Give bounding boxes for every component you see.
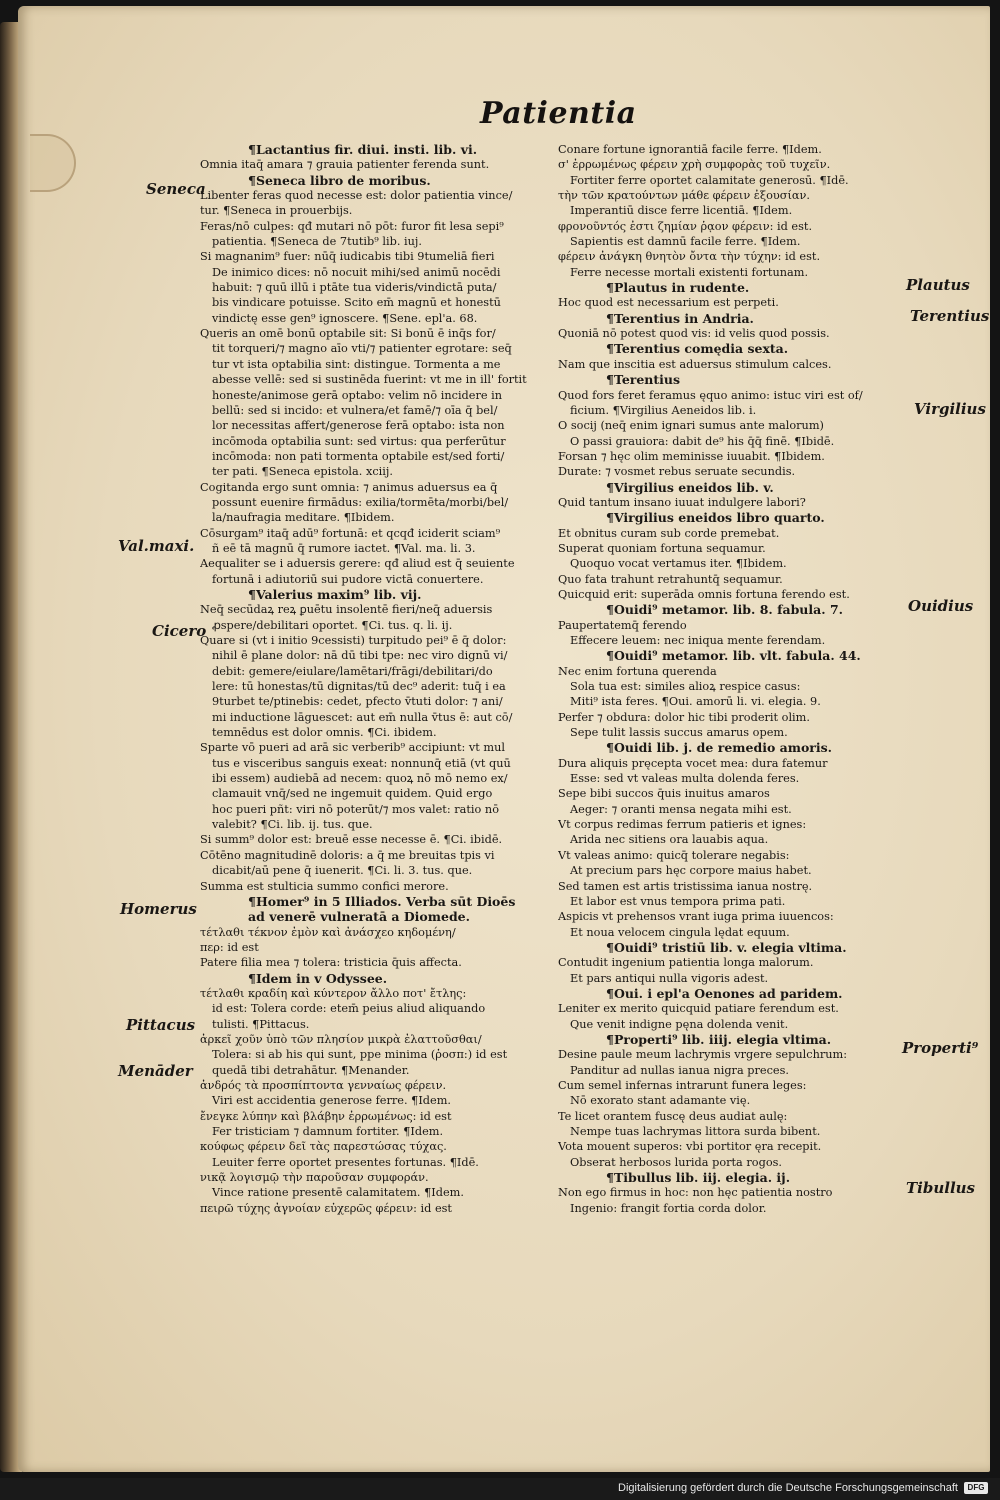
text-line: Perfer ⁊ obdura: dolor hic tibi proderit olim. [558, 710, 810, 724]
text-line: Aspicis vt prehensos vrant iuga prima iuuencos: [558, 910, 834, 924]
source-heading: ¶Tibullus lib. iij. elegia. ij. [606, 1170, 791, 1186]
margin-note-ouidius: Ouidius [908, 597, 974, 615]
text-line: At precium pars hęc corpore maius habet. [570, 864, 812, 878]
text-line: Si magnanim⁹ fuer: nūq̄ iudicabis tibi 9tumeliā fieri [200, 250, 495, 264]
text-line: Vt corpus redimas ferrum patieris et ignes: [558, 818, 807, 832]
text-line: lere: tū honestas/tū dignitas/tū dec⁹ aderit: tuq̄ i ea [212, 680, 506, 694]
text-line: Ferre necesse mortali existenti fortunam. [570, 265, 809, 279]
text-line: τέτλαθι τέκνον ἐμὸν καὶ ἀνάσχεο κηδομένη/ [200, 925, 456, 939]
text-line: Sparte vō pueri ad arā sic verberib⁹ accipiunt: vt mul [200, 741, 506, 755]
text-line: Cogitanda ergo sunt omnia: ⁊ animus aduersus ea q̄ [200, 480, 498, 494]
text-line: Durate: ⁊ vosmet rebus seruate secundis. [558, 465, 796, 479]
text-line: Fer tristiciam ⁊ damnum fortiter. ¶Idem. [212, 1125, 444, 1138]
text-line: Leniter ex merito quicquid patiare ferendum est. [558, 1002, 839, 1016]
text-line: Sapientis est damnū facile ferre. ¶Idem. [570, 235, 801, 249]
clasp-mark [30, 134, 76, 192]
text-line: πειρῶ τύχης ἀγνοίαν εὐχερῶς φέρειν: id est [200, 1201, 452, 1215]
text-line: Leuiter ferre oportet presentes fortunas. ¶Idē. [212, 1155, 479, 1169]
margin-note-tibullus: Tibullus [906, 1179, 976, 1197]
source-heading: ¶Oui. i epl'a Oenones ad paridem. [606, 985, 843, 1001]
source-heading: ad venerē vulneratā a Diomede. [248, 909, 470, 925]
text-line: tit torqueri/⁊ magno aīo vti/⁊ patienter egrotare: seq̄ [212, 342, 512, 356]
text-line: Summa est stulticia summo confici merore. [200, 879, 449, 893]
text-line: ἀρκεῖ χοῦν ὑπὸ τῶν πλησίον μικρὰ ἐλαττοῦσθαι/ [200, 1032, 482, 1046]
margin-note-properti: Properti⁹ [902, 1039, 979, 1057]
text-line: Quoniā nō potest quod vis: id velis quod possis. [558, 327, 830, 341]
footer-credit: Digitalisierung gefördert durch die Deutsche Forschungsgemeinschaft [618, 1482, 958, 1494]
text-line: possunt euenire firmādus: exilia/tormēta/morbi/bel/ [212, 495, 509, 509]
text-line: Quoquo vocat vertamus iter. ¶Ibidem. [570, 557, 787, 571]
margin-note-valmaxi: Val.maxi. [118, 537, 195, 555]
margin-note-terentius: Terentius [910, 307, 990, 325]
text-line: bis vindicare potuisse. Scito em̄ magnū et honestū [212, 296, 501, 310]
text-line: ter pati. ¶Seneca epistola. xciij. [212, 465, 393, 479]
text-line: Forsan ⁊ hęc olim meminisse iuuabit. ¶Ibidem. [558, 449, 825, 463]
source-heading: ¶Terentius [606, 372, 681, 388]
source-heading: ¶Ouidi⁹ tristiū lib. v. elegia vltima. [606, 939, 847, 955]
text-line: νικᾷ λογισμῷ τὴν παροῦσαν συμφοράν. [200, 1171, 429, 1185]
text-line: Esse: sed vt valeas multa dolenda feres. [570, 772, 800, 786]
text-line: habuit: ⁊ quū illū i ptāte tua videris/vindictā puta/ [212, 281, 497, 295]
text-line: Et pars antiqui nulla vigoris adest. [570, 971, 769, 985]
text-line: mi inductione lāguescet: aut em̄ nulla v̄tus ē: aut cō/ [212, 710, 513, 724]
text-line: Imperantiū disce ferre licentiā. ¶Idem. [570, 204, 793, 218]
text-line: Vota mouent superos: vbi portitor ęra recepit. [558, 1140, 822, 1154]
text-line: hoc pueri pñt: viri nō poterūt/⁊ mos valet: ratio nō [212, 802, 500, 816]
margin-note-plautus: Plautus [906, 276, 970, 294]
text-line: Quod fors feret feramus ęquo animo: istuc viri est of/ [558, 388, 863, 402]
source-heading: ¶Virgilius eneidos lib. v. [606, 479, 774, 495]
text-line: Arida nec sitiens ora lauabis aqua. [570, 833, 769, 847]
text-line: 9turbet te/ptinebis: cedet, pfecto v̄tuti dolor: ⁊ ani/ [212, 695, 503, 709]
margin-note-menander: Menāder [118, 1062, 193, 1080]
dfg-logo: DFG [964, 1482, 988, 1494]
text-line: Quo fata trahunt retrahuntq̄ sequamur. [558, 572, 783, 586]
page-title: Patientia [480, 96, 637, 131]
source-heading: ¶Seneca libro de moribus. [248, 172, 431, 188]
source-heading: ¶Properti⁹ lib. iiij. elegia vltima. [606, 1031, 832, 1047]
text-line: tur vt ista optabilia sint: distingue. Tormenta a me [212, 357, 501, 371]
text-line: φρονοῦντός ἐστι ζημίαν ῥᾳον φέρειν: id est. [558, 219, 813, 233]
text-line: Nec enim fortuna querenda [558, 664, 717, 678]
text-line: lor necessitas affert/generose ferā optabo: ista non [212, 419, 505, 433]
text-line: ꝓspere/debilitari oportet. ¶Ci. tus. q. li. ij. [212, 618, 453, 632]
text-line: Desine paule meum lachrymis vrgere sepulchrum: [558, 1048, 848, 1062]
margin-note-homerus: Homerus [120, 900, 197, 918]
text-line: id est: Tolera corde: etem̄ peius aliud aliquando [212, 1002, 486, 1016]
text-line: ficium. ¶Virgilius Aeneidos lib. i. [570, 403, 757, 417]
text-line: O socij (neq̄ enim ignari sumus ante malorum) [558, 419, 824, 433]
text-line: tur. ¶Seneca in prouerbijs. [200, 204, 353, 218]
text-line: quedā tibi detrahātur. ¶Menander. [212, 1063, 410, 1077]
text-line: Quicquid erit: superāda omnis fortuna ferendo est. [558, 587, 850, 601]
text-line: la/naufragia meditare. ¶Ibidem. [212, 511, 395, 525]
text-line: Quid tantum insano iuuat indulgere labori? [558, 495, 806, 509]
source-heading: ¶Ouidi⁹ metamor. lib. 8. fabula. 7. [606, 602, 843, 618]
left-column [200, 142, 550, 1216]
text-line: Non ego firmus in hoc: non hęc patientia nostro [558, 1186, 833, 1200]
text-line: O passi grauiora: dabit de⁹ his q̄q̄ finē. ¶Ibidē. [570, 434, 835, 448]
text-line: Omnia itaq̄ amara ⁊ grauia patienter ferenda sunt. [200, 158, 490, 172]
margin-note-seneca: Seneca [146, 180, 206, 198]
text-line: Sepe bibi succos q̄uis inuitus amaros [558, 787, 770, 801]
source-heading: ¶Virgilius eneidos libro quarto. [606, 510, 825, 526]
text-line: Patere filia mea ⁊ tolera: tristicia q̄uis affecta. [200, 956, 462, 970]
text-line: φέρειν ἀνάγκη θνητὸν ὄντα τὴν τύχην: id est. [558, 250, 821, 264]
text-line: Quare si (vt i initio 9cessisti) turpitudo pei⁹ ē q̄ dolor: [200, 634, 507, 647]
text-line: ñ eē tā magnū q̄ rumore iactet. ¶Val. ma. li. 3. [212, 541, 476, 555]
text-line: Neq̄ secūdaꝝ reꝝ ꝑuētu insolentē fieri/neq̄ aduersis [200, 603, 493, 617]
text-line: περ: id est [200, 940, 259, 954]
text-line: incōmoda optabilia sunt: sed virtus: qua perferūtur [212, 434, 506, 448]
source-heading: ¶Plautus in rudente. [606, 280, 750, 296]
text-line: Te licet orantem fuscę deus audiat aulę: [558, 1109, 788, 1123]
text-line: Sola tua est: similes alioꝝ respice casus: [570, 680, 801, 694]
text-line: Dura aliquis pręcepta vocet mea: dura fatemur [558, 756, 828, 770]
text-line: dicabit/aū pene q̄ iuenerit. ¶Ci. li. 3. tus. que. [212, 864, 473, 878]
text-line: debit: gemere/eiulare/lamētari/frāgi/debilitari/do [212, 664, 493, 678]
text-line: Miti⁹ ista feres. ¶Oui. amorū li. vi. elegia. 9. [570, 695, 821, 709]
text-line: Sepe tulit lassis succus amarus opem. [570, 726, 788, 740]
text-line: τέτλαθι κραδίη καὶ κύντερον ἄλλο ποτ' ἔτλης: [200, 986, 467, 1000]
text-line: bellū: sed si incido: et vulnera/et famē/⁊ oīa q̄ bel/ [212, 403, 498, 417]
text-line: ibi essem) audiebā ad necem: quoꝝ nō mō nemo ex/ [212, 772, 508, 786]
text-line: Fortiter ferre oportet calamitate generosū. ¶Idē. [570, 173, 849, 187]
text-line: Effecere leuem: nec iniqua mente ferendam. [570, 634, 826, 647]
text-line: Cōtēno magnitudinē doloris: a q̄ me breuitas tpis vi [200, 848, 495, 862]
source-heading: ¶Terentius in Andria. [606, 310, 754, 326]
text-line: Nempe tuas lachrymas littora surda bibent. [570, 1125, 821, 1138]
text-line: ἔνεγκε λύπην καὶ βλάβην ἐρρωμένως: id est [200, 1109, 452, 1123]
text-line: abesse vellē: sed si sustinēda fuerint: vt me in ill' fortit [212, 373, 527, 387]
source-heading: ¶Ouidi lib. j. de remedio amoris. [606, 740, 833, 756]
source-heading: ¶Lactantius fir. diui. insti. lib. vi. [248, 142, 478, 157]
text-line: Hoc quod est necessarium est perpeti. [558, 296, 779, 310]
text-line: Si summ⁹ dolor est: breuē esse necesse ē. ¶Ci. ibidē. [200, 833, 503, 847]
text-line: Vt valeas animo: quicq̄ tolerare negabis: [558, 848, 790, 862]
text-line: tus e visceribus sanguis exeat: nonnunq̄ etiā (vt quū [212, 756, 511, 770]
text-line: honeste/animose gerā optabo: velim nō incidere in [212, 388, 503, 402]
text-line: incōmoda: non pati tormenta optabile est/sed forti/ [212, 449, 505, 463]
text-line: σ' ἐρρωμένως φέρειν χρὴ συμφορὰς τοῦ τυχεῖν. [558, 158, 831, 172]
text-line: Superat quoniam fortuna sequamur. [558, 541, 766, 555]
text-line: clamauit vnq̄/sed ne ingemuit quidem. Quid ergo [212, 787, 493, 801]
text-line: nihil ē plane dolor: nā dū tibi tpe: nec viro dignū vi/ [212, 649, 508, 663]
margin-note-cicero: Cicero [152, 622, 207, 640]
text-line: Feras/nō culpes: qđ mutari nō pōt: furor fit lesa sepi⁹ [200, 219, 504, 233]
text-line: De inimico dices: nō nocuit mihi/sed animū nocēdi [212, 265, 501, 279]
text-line: Libenter feras quod necesse est: dolor patientia vince/ [200, 189, 513, 203]
text-line: Aequaliter se i aduersis gerere: qđ aliud est q̄ seuiente [200, 557, 515, 571]
text-line: Contudit ingenium patientia longa malorum. [558, 956, 814, 970]
source-heading: ¶Homer⁹ in 5 Illiados. Verba sūt Dioēs [248, 893, 516, 909]
right-column [558, 142, 903, 1216]
text-line: ἀνδρός τὰ προσπίπτοντα γενναίως φέρειν. [200, 1078, 447, 1092]
text-line: Obserat herbosos lurida porta rogos. [570, 1155, 783, 1169]
text-line: Sed tamen est artis tristissima ianua nostrę. [558, 879, 813, 893]
text-line: Paupertatemq̄ ferendo [558, 618, 687, 632]
margin-note-virgilius: Virgilius [914, 400, 986, 418]
source-heading: ¶Idem in v Odyssee. [248, 970, 388, 986]
text-line: fortunā i adiutoriū sui pudore victā conuertere. [212, 572, 484, 586]
text-line: temnēdus est dolor omnis. ¶Ci. ibidem. [212, 726, 437, 740]
margin-note-pittacus: Pittacus [126, 1016, 196, 1034]
text-line: Panditur ad nullas ianua nigra preces. [570, 1063, 790, 1077]
text-line: τὴν τῶν κρατούντων μάθε φέρειν ἐξουσίαν. [558, 189, 810, 203]
text-line: κούφως φέρειν δεῖ τὰς παρεστώσας τύχας. [200, 1140, 447, 1154]
text-line: valebit? ¶Ci. lib. ij. tus. que. [212, 818, 373, 832]
text-line: Tolera: si ab his qui sunt, ppe minima (ῥοσπ:) id est [212, 1048, 508, 1062]
text-line: Que venit indigne pęna dolenda venit. [570, 1017, 789, 1031]
text-line: Viri est accidentia generose ferre. ¶Idem. [212, 1094, 452, 1108]
text-line: Vince ratione presentē calamitatem. ¶Idem. [212, 1186, 464, 1200]
text-line: Ingenio: frangit fortia corda dolor. [570, 1201, 767, 1215]
text-line: Cōsurgam⁹ itaq̄ adū⁹ fortunā: et qcqđ iciderit sciam⁹ [200, 526, 501, 540]
source-heading: ¶Ouidi⁹ metamor. lib. vlt. fabula. 44. [606, 648, 861, 664]
text-line: Aeger: ⁊ oranti mensa negata mihi est. [570, 802, 792, 816]
text-line: patientia. ¶Seneca de 7tutib⁹ lib. iuj. [212, 235, 423, 249]
text-line: Conare fortune ignorantiā facile ferre. ¶Idem. [558, 143, 822, 156]
text-line: Queris an omē bonū optabile sit: Si bonū ē inq̄s for/ [200, 327, 496, 341]
text-line: Nō exorato stant adamante vię. [570, 1094, 751, 1108]
text-line: Nam que inscitia est aduersus stimulum calces. [558, 357, 832, 371]
text-line: Et noua velocem cingula lędat equum. [570, 925, 790, 939]
source-heading: ¶Terentius comędia sexta. [606, 341, 789, 357]
source-heading: ¶Valerius maxim⁹ lib. vij. [248, 586, 422, 602]
text-line: vindictę esse gen⁹ ignoscere. ¶Sene. epl'a. 68. [212, 311, 478, 325]
text-line: tulisti. ¶Pittacus. [212, 1017, 310, 1031]
text-line: Cum semel infernas intrarunt funera leges: [558, 1078, 807, 1092]
text-line: Et labor est vnus tempora prima pati. [570, 894, 786, 908]
text-line: Et obnitus curam sub corde premebat. [558, 526, 780, 540]
